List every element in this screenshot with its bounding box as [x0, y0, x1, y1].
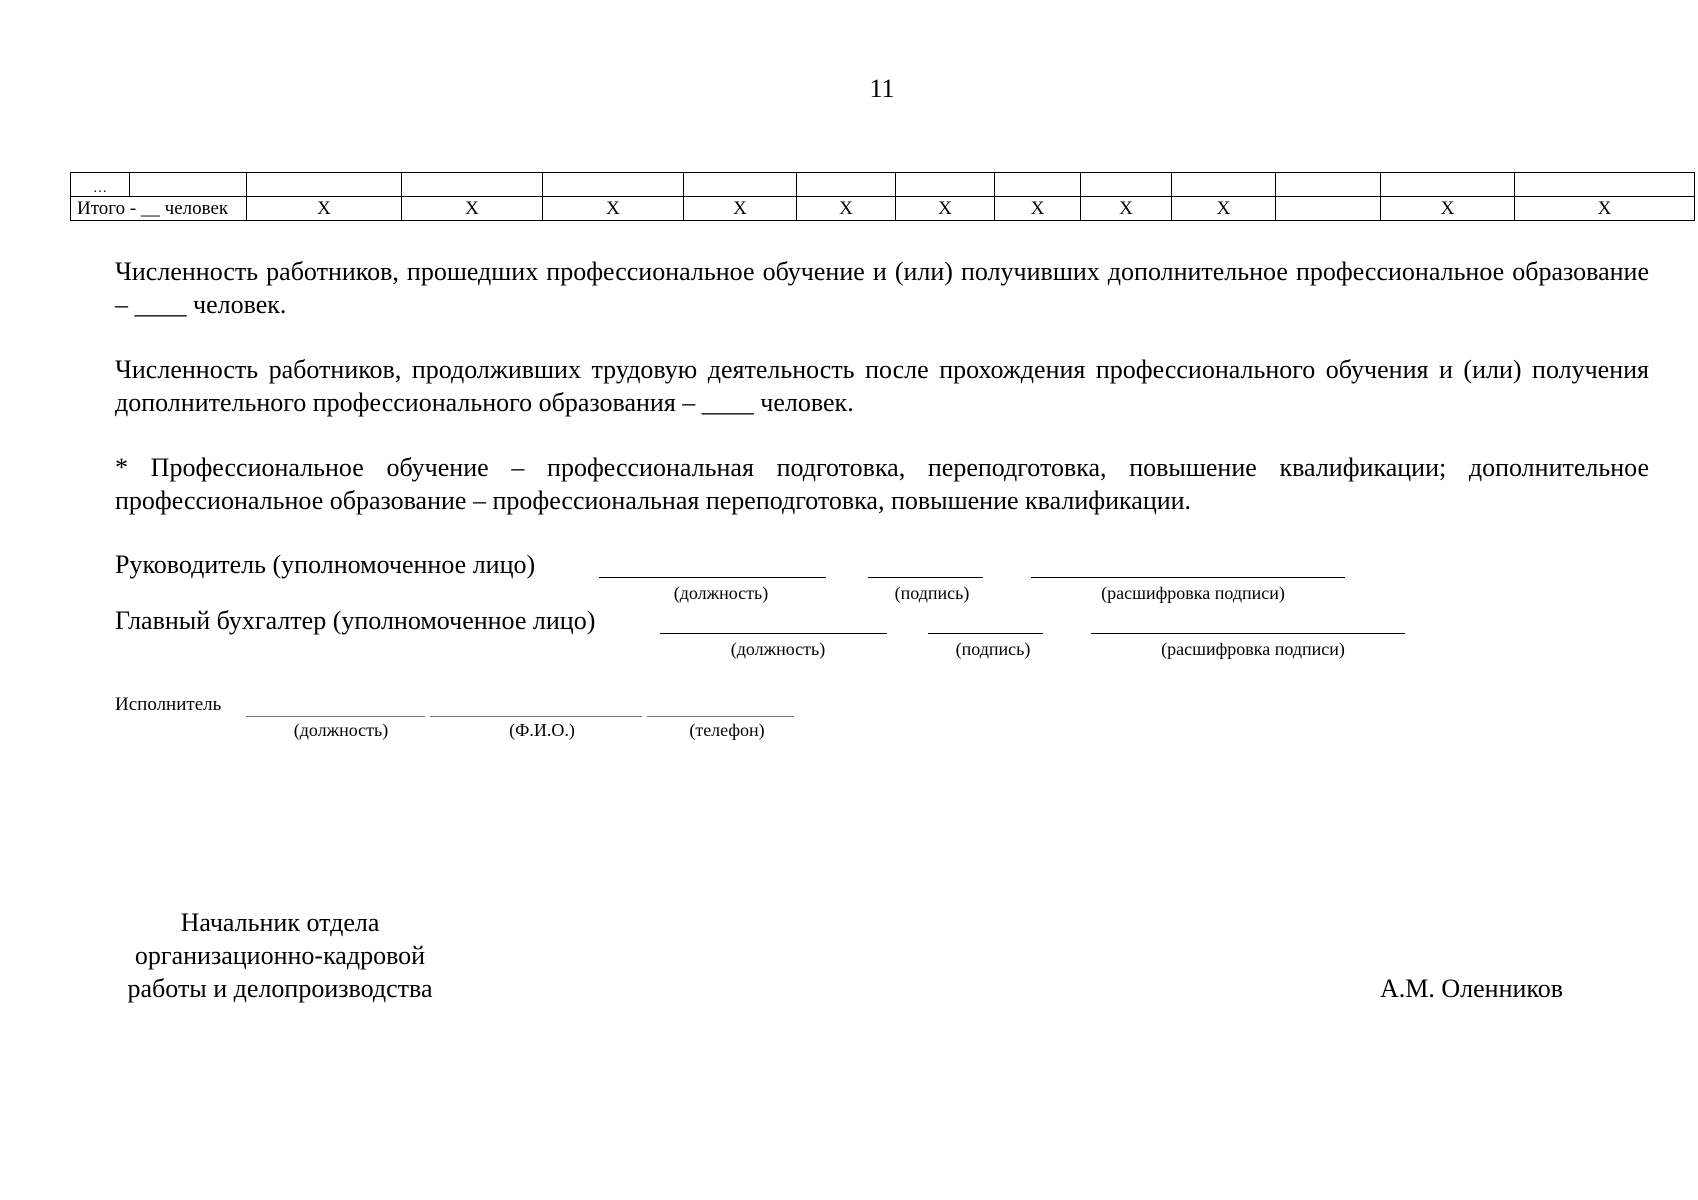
- table-cell: [130, 173, 247, 197]
- accountant-position-caption: (должность): [730, 639, 826, 659]
- table-cell: Х: [797, 197, 896, 221]
- paragraph-continued-count: Численность работников, продолживших трудовую деятельность после прохождения профессионального обучения и (или) получения дополнительного профессионального образования – ____ человек.: [115, 355, 1649, 417]
- table-cell: [1381, 173, 1515, 197]
- table-cell: [1081, 173, 1172, 197]
- table-cell: [247, 173, 402, 197]
- executor-position-caption: (должность): [293, 720, 389, 740]
- table-cell: [684, 173, 797, 197]
- table-cell: [1276, 197, 1381, 221]
- executor-position-line: [246, 716, 425, 717]
- head-position-caption: (должность): [673, 583, 769, 603]
- head-position-line: [599, 577, 826, 578]
- table-cell: Х: [995, 197, 1081, 221]
- table-cell: Х: [402, 197, 543, 221]
- table-cell: [543, 173, 684, 197]
- head-signature-label: Руководитель (уполномоченное лицо): [115, 550, 536, 579]
- table-total-label: Итого - __ человек: [71, 197, 247, 221]
- table-cell: [1515, 173, 1695, 197]
- table-cell: [402, 173, 543, 197]
- executor-name-caption: (Ф.И.О.): [509, 720, 575, 740]
- accountant-signature-label: Главный бухгалтер (уполномоченное лицо): [115, 606, 596, 635]
- table-cell: Х: [1081, 197, 1172, 221]
- executor-phone-line: [647, 716, 794, 717]
- executor-phone-caption: (телефон): [689, 720, 765, 740]
- head-signature-line: [868, 577, 983, 578]
- executor-name-line: [430, 716, 642, 717]
- table-cell: Х: [247, 197, 402, 221]
- accountant-signature-caption: (подпись): [955, 639, 1031, 659]
- accountant-signature-line: [928, 633, 1043, 634]
- footer-signer-name: А.М. Оленников: [1380, 974, 1564, 1003]
- table-row-total: [71, 197, 1695, 221]
- executor-label: Исполнитель: [115, 694, 222, 715]
- table-cell: [995, 173, 1081, 197]
- accountant-decoding-caption: (расшифровка подписи): [1161, 639, 1345, 659]
- table-cell: Х: [684, 197, 797, 221]
- summary-table: [70, 172, 1695, 221]
- table-cell: Х: [1381, 197, 1515, 221]
- table-cell: Х: [896, 197, 995, 221]
- table-row-dots: [71, 173, 1695, 197]
- accountant-decoding-line: [1091, 633, 1405, 634]
- footer-signer-title: [100, 906, 460, 1005]
- head-decoding-caption: (расшифровка подписи): [1101, 583, 1285, 603]
- page-number: 11: [869, 74, 895, 103]
- table-cell: [896, 173, 995, 197]
- footer-title-line: Начальник отдела: [180, 908, 380, 937]
- table-cell: Х: [1515, 197, 1695, 221]
- head-signature-caption: (подпись): [894, 583, 970, 603]
- table-cell: Х: [1172, 197, 1276, 221]
- table-cell: [797, 173, 896, 197]
- footer-title-line: работы и делопроизводства: [127, 974, 433, 1003]
- paragraph-footnote: * Профессиональное обучение – профессиональная подготовка, переподготовка, повышение квалификации; дополнительное профессиональное образование – профессиональная переподготовка, повышение квалификации.: [115, 453, 1649, 515]
- table-cell: [1172, 173, 1276, 197]
- accountant-position-line: [660, 633, 887, 634]
- head-decoding-line: [1031, 577, 1345, 578]
- footer-title-line: организационно-кадровой: [134, 941, 426, 970]
- table-cell-dots: …: [71, 173, 130, 197]
- paragraph-trained-count: Численность работников, прошедших профессиональное обучение и (или) получивших дополнительное профессиональное образование – ____ человек.: [115, 257, 1649, 319]
- table-cell: [1276, 173, 1381, 197]
- table-cell: Х: [543, 197, 684, 221]
